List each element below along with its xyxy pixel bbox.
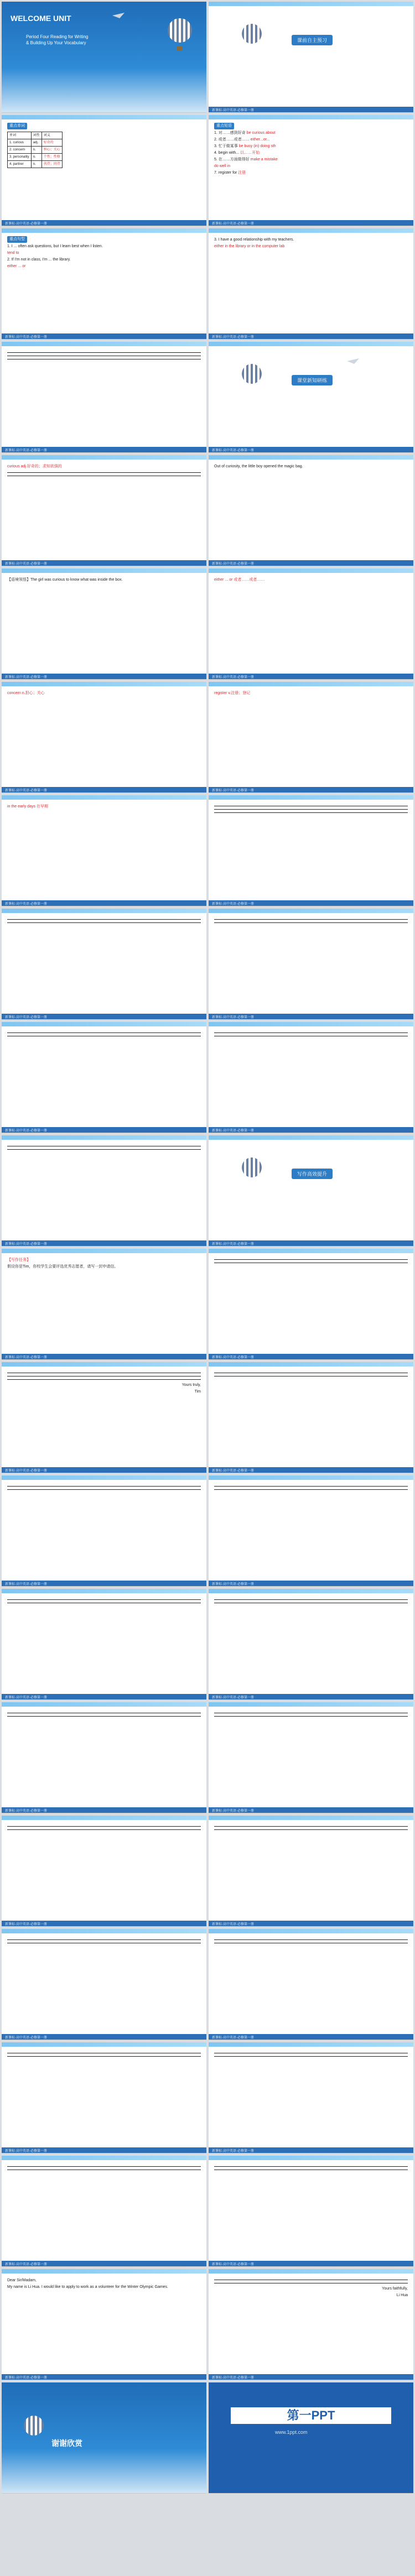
- writing-task-slide: 【写作任务】 假设你是Tim，你校学生会要评选优秀志愿者，请写一封申请信。 新课标·高中英语·必修第一册: [2, 1249, 206, 1360]
- practice-banner-slide: 课堂新知研练 新课标·高中英语·必修第一册: [209, 342, 413, 453]
- writing-slide-5: 新课标·高中英语·必修第一册: [2, 1475, 206, 1587]
- knowledge-slide-2: Out of curiosity, the little boy opened the magic bag. 新课标·高中英语·必修第一册: [209, 455, 413, 566]
- writing-slide-12: 新课标·高中英语·必修第一册: [209, 1816, 413, 1927]
- practice-slide-9: 新课标·高中英语·必修第一册: [2, 909, 206, 1020]
- practice-slide-13: 新课标·高中英语·必修第一册: [2, 1135, 206, 1247]
- hot-air-balloon-icon: [168, 18, 192, 43]
- balloon-basket-icon: [177, 46, 183, 50]
- phrases-heading: 重点短语: [214, 123, 234, 129]
- sample-letter-slide-2: Yours faithfully, Li Hua 新课标·高中英语·必修第一册: [209, 2269, 413, 2380]
- writing-slide-18: 新课标·高中英语·必修第一册: [209, 2156, 413, 2267]
- sentences-heading: 重点句型: [7, 236, 27, 243]
- brand-url: www.1ppt.com: [275, 2429, 308, 2435]
- balloon-icon: [242, 24, 262, 44]
- writing-slide-9: 新课标·高中英语·必修第一册: [2, 1702, 206, 1813]
- knowledge-slide-4: either ... or 或者……或者…… 新课标·高中英语·必修第一册: [209, 569, 413, 680]
- writing-slide-11: 新课标·高中英语·必修第一册: [2, 1816, 206, 1927]
- brand-slide: [209, 2382, 413, 2494]
- paper-plane-icon: [112, 13, 124, 18]
- knowledge-slide-5: concern n.担心；关心 新课标·高中英语·必修第一册: [2, 682, 206, 793]
- thanks-text: 谢谢欣赏: [51, 2439, 82, 2448]
- vocab-slide: 重点单词 单词 词性 词义 1. curious adj. 好奇的 2. concern n. 担心；关心 3. personality n. 个性；性格 4. partner n. 伙伴；同伴 新课标·高中英语·必修第一册: [2, 115, 206, 226]
- balloon-icon: [242, 364, 262, 384]
- vocab-heading: 重点单词: [7, 123, 27, 129]
- balloon-icon: [242, 1157, 262, 1177]
- practice-banner: 课堂新知研练: [292, 375, 333, 385]
- thanks-slide: [2, 2382, 206, 2494]
- paper-plane-icon: [347, 358, 359, 364]
- sample-letter-slide: Dear Sir/Madam, My name is Li Hua. I would like to apply to work as a volunteer for the Winter Olympic Games. 新课标·高中英语·必修第一册: [2, 2269, 206, 2380]
- writing-slide-6: 新课标·高中英语·必修第一册: [209, 1475, 413, 1587]
- cover-unit-title: WELCOME UNIT: [11, 14, 71, 23]
- knowledge-slide-1: curious adj.好奇的；求知欲强的 新课标·高中英语·必修第一册: [2, 455, 206, 566]
- writing-slide-14: 新课标·高中英语·必修第一册: [209, 1929, 413, 2040]
- writing-slide-16: 新课标·高中英语·必修第一册: [209, 2042, 413, 2153]
- practice-slide-10: 新课标·高中英语·必修第一册: [209, 909, 413, 1020]
- writing-banner: 写作高效提升: [292, 1169, 333, 1179]
- writing-slide-2: 新课标·高中英语·必修第一册: [209, 1249, 413, 1360]
- phrases-slide: 重点短语 1. 对……感到好奇 be curious about 2. 或者……或者…… either...or... 3. 忙于做某事 be busy (in) doing sth 4. begin with... 以……开始 5. 在……方面做得好 make a mistake do well in 7. register for 注册 新课标·高中英语·必修第一册: [209, 115, 413, 226]
- brand-banner: 第一PPT: [231, 2407, 391, 2424]
- cover-subtitle: [26, 34, 88, 46]
- practice-slide-11: 新课标·高中英语·必修第一册: [2, 1022, 206, 1133]
- cover-slide: [2, 2, 206, 113]
- practice-intro-slide: 新课标·高中英语·必修第一册: [2, 342, 206, 453]
- knowledge-slide-3: 【语境领悟】The girl was curious to know what was inside the box. 新课标·高中英语·必修第一册: [2, 569, 206, 680]
- self-study-slide: 课前自主预习 新课标·高中英语·必修第一册: [209, 2, 413, 113]
- writing-banner-slide: 写作高效提升 新课标·高中英语·必修第一册: [209, 1135, 413, 1247]
- writing-slide-4: 新课标·高中英语·必修第一册: [209, 1362, 413, 1473]
- writing-slide-13: 新课标·高中英语·必修第一册: [2, 1929, 206, 2040]
- balloon-icon: [24, 2416, 44, 2436]
- writing-slide-15: 新课标·高中英语·必修第一册: [2, 2042, 206, 2153]
- knowledge-slide-6: register v.注册；登记 新课标·高中英语·必修第一册: [209, 682, 413, 793]
- self-study-banner: 课前自主预习: [292, 35, 333, 45]
- writing-slide-10: 新课标·高中英语·必修第一册: [209, 1702, 413, 1813]
- vocab-table: 单词 词性 词义 1. curious adj. 好奇的 2. concern n. 担心；关心 3. personality n. 个性；性格 4. partner n. 伙伴；同伴: [7, 132, 63, 168]
- writing-slide-8: 新课标·高中英语·必修第一册: [209, 1589, 413, 1700]
- writing-slide-7: 新课标·高中英语·必修第一册: [2, 1589, 206, 1700]
- cover-period: Period Four Reading for Writing: [26, 34, 89, 39]
- writing-slide-3: Yours truly, Tim 新课标·高中英语·必修第一册: [2, 1362, 206, 1473]
- sentences-slide-2: 3. I have a good relationship with my teachers. either in the library or in the computer lab 新课标·高中英语·必修第一册: [209, 228, 413, 340]
- cover-topic: & Building Up Your Vocabulary: [26, 40, 86, 45]
- knowledge-slide-7: in the early days 在早期 新课标·高中英语·必修第一册: [2, 795, 206, 906]
- practice-slide-8: 新课标·高中英语·必修第一册: [209, 795, 413, 906]
- practice-slide-12: 新课标·高中英语·必修第一册: [209, 1022, 413, 1133]
- writing-slide-17: 新课标·高中英语·必修第一册: [2, 2156, 206, 2267]
- sentences-slide: 重点句型 1. I ... often ask questions, but I learn best when I listen. tend to 2. If I'm not in class, I'm ... the library. either ... or 新课标·高中英语·必修第一册: [2, 228, 206, 340]
